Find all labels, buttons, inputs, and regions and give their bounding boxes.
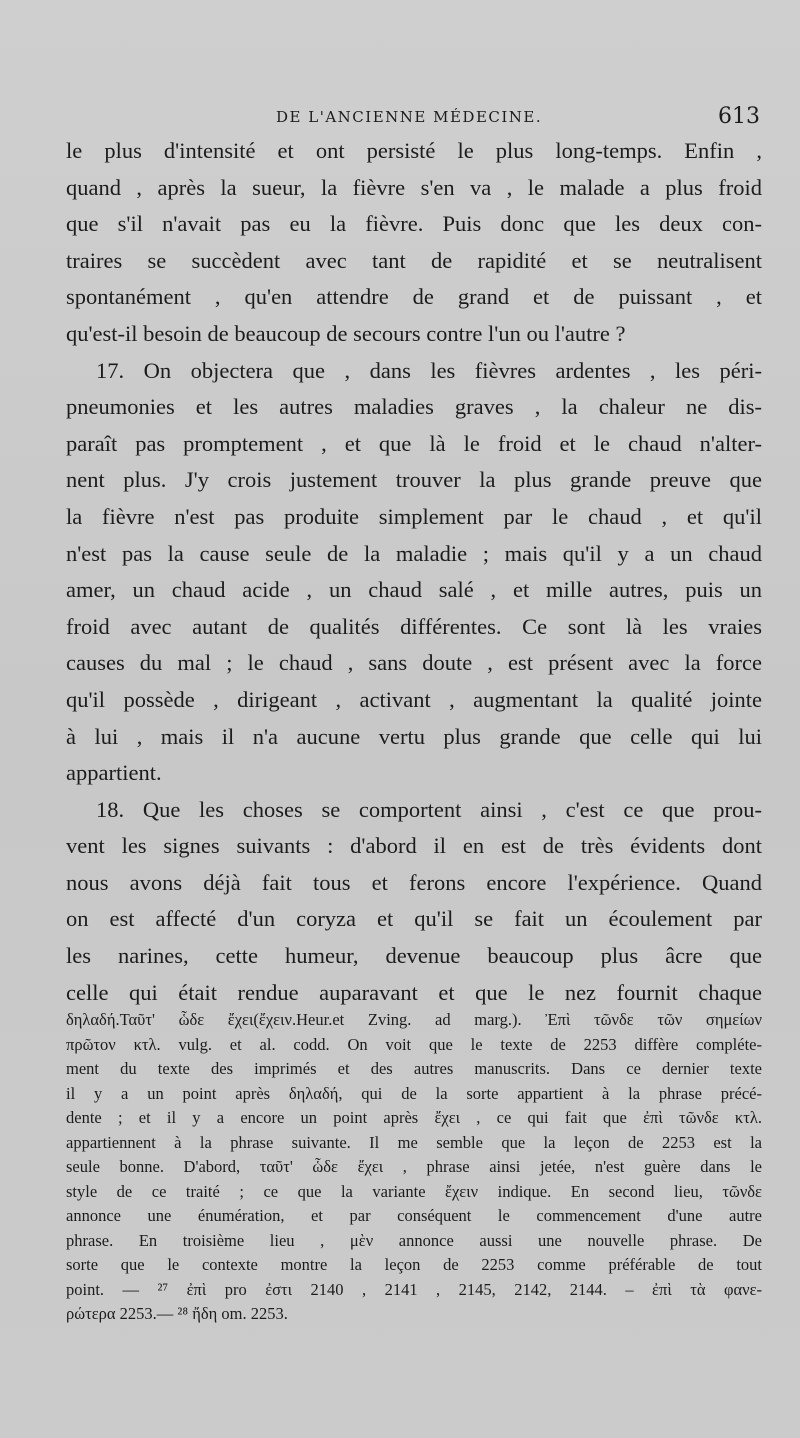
text-line: n'est pas la cause seule de la maladie ; mais qu'il y a un chaud bbox=[66, 540, 762, 566]
text-line: nent plus. J'y crois justement trouver la plus grande preuve que bbox=[66, 467, 762, 493]
text-line: on est affecté d'un coryza et qu'il se fait un écoulement par bbox=[66, 906, 762, 932]
footnote-line: il y a un point après δηλαδή, qui de la sorte appartient à la phrase précé- bbox=[66, 1083, 762, 1103]
text-line: spontanément , qu'en attendre de grand et de puissant , et bbox=[66, 284, 762, 310]
footnote-line: point. — ²⁷ ἐπὶ pro ἐστι 2140 , 2141 , 2145, 2142, 2144. – ἐπὶ τὰ φανε- bbox=[66, 1279, 762, 1299]
footnote-line: πρῶτον κτλ. vulg. et al. codd. On voit que le texte de 2253 diffère compléte- bbox=[66, 1034, 762, 1054]
text-line: pneumonies et les autres maladies graves , la chaleur ne dis- bbox=[66, 394, 762, 420]
footnote-line: dente ; et il y a encore un point après ἔχει , ce qui fait que ἐπὶ τῶνδε κτλ. bbox=[66, 1108, 762, 1127]
text-line: celle qui était rendue auparavant et que le nez fournit chaque bbox=[66, 979, 762, 1005]
main-text bbox=[66, 133, 762, 1011]
page-number: 613 bbox=[718, 104, 760, 129]
text-line: que s'il n'avait pas eu la fièvre. Puis donc que les deux con- bbox=[66, 211, 762, 237]
paragraph-18-start: 18. Que les choses se comportent ainsi , c'est ce que prou- bbox=[96, 796, 762, 822]
text-line: à lui , mais il n'a aucune vertu plus grande que celle qui lui bbox=[66, 723, 762, 749]
footnote-line: phrase. En troisième lieu , μὲν annonce aussi une nouvelle phrase. De bbox=[66, 1230, 762, 1250]
text-line: qu'est-il besoin de beaucoup de secours contre l'un ou l'autre ? bbox=[66, 320, 626, 346]
footnote-line: appartiennent à la phrase suivante. Il me semble que la leçon de 2253 est la bbox=[66, 1132, 762, 1152]
text-line: quand , après la sueur, la fièvre s'en va , le malade a plus froid bbox=[66, 174, 762, 200]
footnote-line: seule bonne. D'abord, ταῦτ' ὧδε ἔχει , phrase ainsi jetée, n'est guère dans le bbox=[66, 1157, 762, 1176]
text-line: appartient. bbox=[66, 760, 162, 786]
paragraph-17-start: 17. On objectera que , dans les fièvres ardentes , les péri- bbox=[96, 357, 762, 383]
footnote-line: ment du texte des imprimés et des autres manuscrits. Dans ce dernier texte bbox=[66, 1059, 762, 1078]
text-line: qu'il possède , dirigeant , activant , augmentant la qualité jointe bbox=[66, 686, 762, 712]
text-line: traires se succèdent avec tant de rapidité et se neutralisent bbox=[66, 247, 762, 273]
footnote-line: ρώτερα 2253.— ²⁸ ἤδη om. 2253. bbox=[66, 1304, 288, 1323]
text-line: causes du mal ; le chaud , sans doute , est présent avec la force bbox=[66, 650, 762, 676]
footnote-line: sorte que le contexte montre la leçon de 2253 comme préférable de tout bbox=[66, 1255, 762, 1274]
footnote-line: δηλαδή.Ταῦτ' ὧδε ἔχει(ἔχειν.Heur.et Zving. ad marg.). Ἐπὶ τῶνδε τῶν σημείων bbox=[66, 1010, 762, 1029]
text-line: le plus d'intensité et ont persisté le plus long-temps. Enfin , bbox=[66, 138, 762, 163]
text-line: les narines, cette humeur, devenue beaucoup plus âcre que bbox=[66, 943, 762, 969]
page-header bbox=[66, 104, 762, 134]
footnote-line: annonce une énumération, et par conséquent le commencement d'une autre bbox=[66, 1206, 762, 1225]
footnote-line: style de ce traité ; ce que la variante ἔχειν indique. En second lieu, τῶνδε bbox=[66, 1181, 762, 1201]
text-line: la fièvre n'est pas produite simplement par le chaud , et qu'il bbox=[66, 503, 762, 529]
text-line: vent les signes suivants : d'abord il en est de très évidents dont bbox=[66, 833, 762, 859]
text-line: paraît pas promptement , et que là le froid et le chaud n'alter- bbox=[66, 430, 762, 456]
text-line: amer, un chaud acide , un chaud salé , et mille autres, puis un bbox=[66, 577, 762, 603]
text-line: froid avec autant de qualités différentes. Ce sont là les vraies bbox=[66, 613, 762, 639]
text-line: nous avons déjà fait tous et ferons encore l'expérience. Quand bbox=[66, 869, 762, 895]
running-title: DE L'ANCIENNE MÉDECINE. bbox=[276, 108, 543, 126]
footnotes bbox=[66, 1008, 762, 1327]
